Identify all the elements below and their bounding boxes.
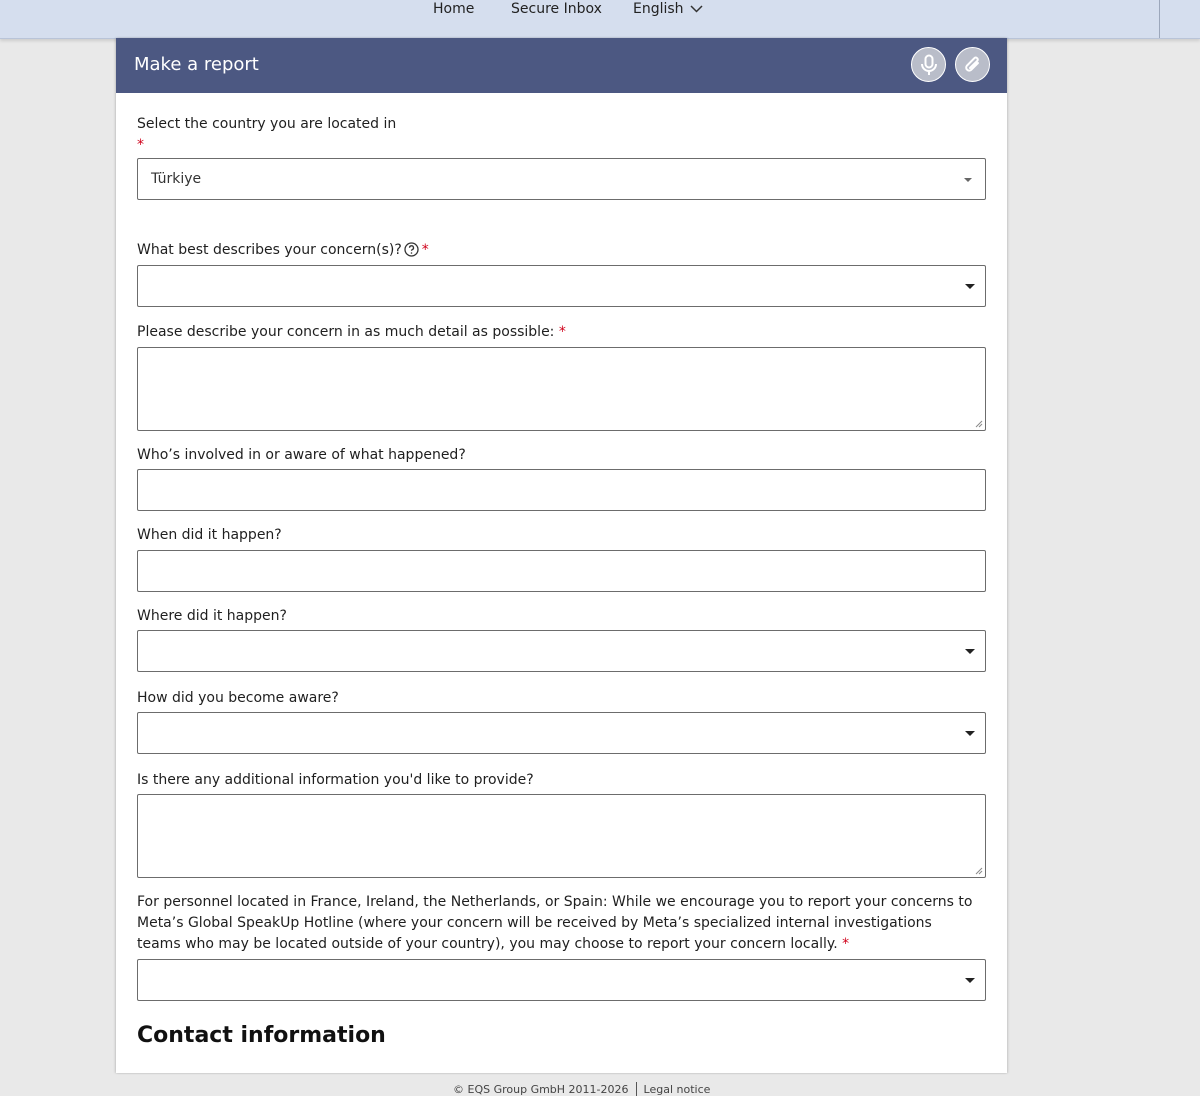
- footer-divider: [636, 1082, 637, 1096]
- attach-file-button[interactable]: [955, 47, 990, 82]
- required-marker: *: [842, 936, 850, 952]
- chevron-down-icon: [690, 5, 703, 13]
- where-select[interactable]: [137, 630, 986, 672]
- top-navigation: [0, 0, 1200, 39]
- involved-label: Who’s involved in or aware of what happened?: [137, 447, 466, 463]
- aware-label: How did you become aware?: [137, 690, 339, 706]
- copyright-text: © EQS Group GmbH 2011-2026: [453, 1082, 629, 1096]
- concern-detail-label-text: Please describe your concern in as much detail as possible:: [137, 324, 555, 340]
- additional-info-label: Is there any additional information you'd like to provide?: [137, 772, 534, 788]
- nav-home-link[interactable]: Home: [433, 1, 475, 17]
- nav-secure-inbox-link[interactable]: Secure Inbox: [511, 1, 602, 17]
- resize-handle-icon[interactable]: [975, 867, 983, 875]
- language-label: English: [633, 1, 684, 17]
- local-report-label-text: For personnel located in France, Ireland, the Netherlands, or Spain: While we encourage you to report your concerns to Meta’s Global SpeakUp Hotline (where your concern will be received by Meta’s specialized internal investigations teams who may be located outside of your country), you may choose to report your concern locally.: [137, 894, 973, 952]
- when-label: When did it happen?: [137, 527, 282, 543]
- involved-input[interactable]: [137, 469, 986, 511]
- footer: [453, 1082, 710, 1096]
- microphone-icon: [920, 54, 938, 76]
- legal-notice-link[interactable]: Legal notice: [643, 1082, 711, 1096]
- voice-message-button[interactable]: [911, 47, 946, 82]
- country-select-value: Türkiye: [151, 171, 202, 187]
- concern-type-label: [137, 242, 429, 258]
- language-selector[interactable]: [633, 1, 703, 17]
- caret-down-icon: [965, 731, 975, 736]
- concern-type-select[interactable]: [137, 265, 986, 307]
- report-form-card: [116, 38, 1007, 1073]
- contact-information-heading: Contact information: [137, 1023, 386, 1048]
- scrollbar-edge: [1159, 0, 1160, 38]
- card-header: [116, 38, 1007, 93]
- help-icon[interactable]: [404, 242, 419, 257]
- required-marker: *: [137, 137, 144, 153]
- concern-type-label-text: What best describes your concern(s)?: [137, 242, 402, 258]
- country-label: Select the country you are located in: [137, 116, 397, 132]
- when-input[interactable]: [137, 550, 986, 592]
- local-report-label: [137, 892, 977, 955]
- concern-detail-label: [137, 324, 566, 340]
- page-title: Make a report: [134, 54, 259, 75]
- aware-select[interactable]: [137, 712, 986, 754]
- additional-info-textarea[interactable]: [137, 794, 986, 878]
- required-marker: *: [558, 324, 566, 340]
- resize-handle-icon[interactable]: [975, 420, 983, 428]
- caret-down-icon: [965, 649, 975, 654]
- concern-detail-textarea[interactable]: [137, 347, 986, 431]
- where-label: Where did it happen?: [137, 608, 287, 624]
- caret-down-icon: [965, 978, 975, 983]
- country-select[interactable]: [137, 158, 986, 200]
- required-marker: *: [421, 242, 429, 258]
- caret-down-icon: [964, 178, 972, 182]
- paperclip-icon: [963, 54, 983, 76]
- local-report-select[interactable]: [137, 959, 986, 1001]
- caret-down-icon: [965, 284, 975, 289]
